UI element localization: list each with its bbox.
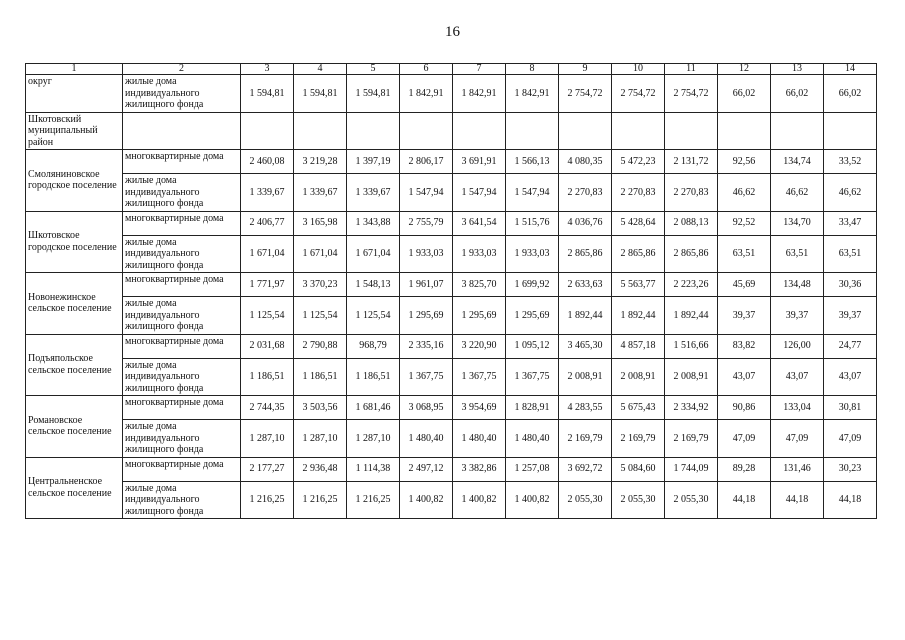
value-cell: 131,46 xyxy=(771,457,824,481)
empty-cell xyxy=(294,112,347,150)
table-row xyxy=(26,235,877,273)
value-cell: 3 465,30 xyxy=(559,334,612,358)
value-cell: 1 397,19 xyxy=(347,150,400,174)
column-number: 9 xyxy=(559,64,612,75)
value-cell: 3 691,91 xyxy=(453,150,506,174)
table-body xyxy=(26,64,877,519)
value-cell: 1 566,13 xyxy=(506,150,559,174)
value-cell: 46,62 xyxy=(771,174,824,212)
value-cell: 3 641,54 xyxy=(453,211,506,235)
value-cell: 3 068,95 xyxy=(400,396,453,420)
value-cell: 1 842,91 xyxy=(506,75,559,113)
value-cell: 1 671,04 xyxy=(347,235,400,273)
value-cell: 3 220,90 xyxy=(453,334,506,358)
value-cell: 2 008,91 xyxy=(612,358,665,396)
value-cell: 1 547,94 xyxy=(506,174,559,212)
value-cell: 1 547,94 xyxy=(453,174,506,212)
value-cell: 44,18 xyxy=(771,481,824,519)
housing-type: жилые дома индивидуального жилищного фонда xyxy=(123,420,241,458)
value-cell: 2 008,91 xyxy=(665,358,718,396)
value-cell: 3 382,86 xyxy=(453,457,506,481)
value-cell: 63,51 xyxy=(718,235,771,273)
value-cell: 3 825,70 xyxy=(453,273,506,297)
value-cell: 92,56 xyxy=(718,150,771,174)
value-cell: 2 790,88 xyxy=(294,334,347,358)
value-cell: 2 088,13 xyxy=(665,211,718,235)
value-cell: 1 594,81 xyxy=(347,75,400,113)
value-cell: 39,37 xyxy=(824,297,877,335)
value-cell: 4 080,35 xyxy=(559,150,612,174)
value-cell: 2 806,17 xyxy=(400,150,453,174)
column-number: 1 xyxy=(26,64,123,75)
value-cell: 1 516,66 xyxy=(665,334,718,358)
housing-type: многоквартирные дома xyxy=(123,211,241,235)
value-cell: 2 744,35 xyxy=(241,396,294,420)
value-cell: 1 257,08 xyxy=(506,457,559,481)
value-cell: 5 563,77 xyxy=(612,273,665,297)
housing-type: жилые дома индивидуального жилищного фонда xyxy=(123,75,241,113)
value-cell: 5 084,60 xyxy=(612,457,665,481)
value-cell: 2 865,86 xyxy=(612,235,665,273)
value-cell: 1 339,67 xyxy=(294,174,347,212)
value-cell: 5 428,64 xyxy=(612,211,665,235)
value-cell: 92,52 xyxy=(718,211,771,235)
value-cell: 1 287,10 xyxy=(347,420,400,458)
value-cell: 1 515,76 xyxy=(506,211,559,235)
value-cell: 1 961,07 xyxy=(400,273,453,297)
empty-cell xyxy=(506,112,559,150)
value-cell: 2 755,79 xyxy=(400,211,453,235)
value-cell: 2 169,79 xyxy=(612,420,665,458)
housing-type: многоквартирные дома xyxy=(123,150,241,174)
empty-cell xyxy=(400,112,453,150)
value-cell: 2 754,72 xyxy=(665,75,718,113)
settlement-name: Подъяпольское сельское поселение xyxy=(26,334,123,396)
value-cell: 4 036,76 xyxy=(559,211,612,235)
value-cell: 43,07 xyxy=(718,358,771,396)
column-number: 2 xyxy=(123,64,241,75)
value-cell: 2 270,83 xyxy=(665,174,718,212)
value-cell: 1 216,25 xyxy=(241,481,294,519)
settlement-name: Центральненское сельское поселение xyxy=(26,457,123,519)
value-cell: 3 370,23 xyxy=(294,273,347,297)
table-row xyxy=(26,457,877,481)
value-cell: 1 892,44 xyxy=(559,297,612,335)
value-cell: 30,36 xyxy=(824,273,877,297)
value-cell: 1 125,54 xyxy=(347,297,400,335)
value-cell: 1 400,82 xyxy=(453,481,506,519)
value-cell: 1 114,38 xyxy=(347,457,400,481)
value-cell: 1 842,91 xyxy=(400,75,453,113)
value-cell: 1 933,03 xyxy=(506,235,559,273)
value-cell: 89,28 xyxy=(718,457,771,481)
value-cell: 1 367,75 xyxy=(506,358,559,396)
value-cell: 1 933,03 xyxy=(400,235,453,273)
column-number: 13 xyxy=(771,64,824,75)
value-cell: 1 339,67 xyxy=(241,174,294,212)
empty-cell xyxy=(347,112,400,150)
value-cell: 1 367,75 xyxy=(400,358,453,396)
value-cell: 3 165,98 xyxy=(294,211,347,235)
column-number: 4 xyxy=(294,64,347,75)
tariff-table xyxy=(25,63,877,519)
value-cell: 1 339,67 xyxy=(347,174,400,212)
value-cell: 3 503,56 xyxy=(294,396,347,420)
empty-cell xyxy=(665,112,718,150)
empty-cell xyxy=(559,112,612,150)
value-cell: 1 186,51 xyxy=(347,358,400,396)
value-cell: 1 594,81 xyxy=(294,75,347,113)
value-cell: 1 186,51 xyxy=(241,358,294,396)
value-cell: 63,51 xyxy=(771,235,824,273)
housing-type: многоквартирные дома xyxy=(123,396,241,420)
column-number: 12 xyxy=(718,64,771,75)
value-cell: 2 633,63 xyxy=(559,273,612,297)
table-row xyxy=(26,273,877,297)
column-number: 5 xyxy=(347,64,400,75)
value-cell: 66,02 xyxy=(771,75,824,113)
value-cell: 2 223,26 xyxy=(665,273,718,297)
column-number: 14 xyxy=(824,64,877,75)
value-cell: 39,37 xyxy=(718,297,771,335)
value-cell: 2 406,77 xyxy=(241,211,294,235)
value-cell: 1 594,81 xyxy=(241,75,294,113)
value-cell: 2 270,83 xyxy=(559,174,612,212)
value-cell: 3 692,72 xyxy=(559,457,612,481)
value-cell: 1 744,09 xyxy=(665,457,718,481)
value-cell: 43,07 xyxy=(824,358,877,396)
housing-type: жилые дома индивидуального жилищного фонда xyxy=(123,481,241,519)
column-number: 8 xyxy=(506,64,559,75)
housing-type: многоквартирные дома xyxy=(123,273,241,297)
value-cell: 5 675,43 xyxy=(612,396,665,420)
value-cell: 83,82 xyxy=(718,334,771,358)
value-cell: 1 480,40 xyxy=(400,420,453,458)
settlement-name: Шкотовское городское поселение xyxy=(26,211,123,273)
value-cell: 2 936,48 xyxy=(294,457,347,481)
value-cell: 2 334,92 xyxy=(665,396,718,420)
value-cell: 1 400,82 xyxy=(400,481,453,519)
empty-cell xyxy=(824,112,877,150)
value-cell: 1 343,88 xyxy=(347,211,400,235)
value-cell: 1 295,69 xyxy=(506,297,559,335)
value-cell: 134,70 xyxy=(771,211,824,235)
value-cell: 2 055,30 xyxy=(612,481,665,519)
value-cell: 1 287,10 xyxy=(241,420,294,458)
value-cell: 2 754,72 xyxy=(612,75,665,113)
value-cell: 133,04 xyxy=(771,396,824,420)
value-cell: 2 008,91 xyxy=(559,358,612,396)
value-cell: 1 681,46 xyxy=(347,396,400,420)
column-number-row xyxy=(26,64,877,75)
value-cell: 1 828,91 xyxy=(506,396,559,420)
value-cell: 1 400,82 xyxy=(506,481,559,519)
value-cell: 1 771,97 xyxy=(241,273,294,297)
empty-cell xyxy=(453,112,506,150)
value-cell: 1 295,69 xyxy=(453,297,506,335)
value-cell: 4 857,18 xyxy=(612,334,665,358)
table-row xyxy=(26,334,877,358)
housing-type: жилые дома индивидуального жилищного фонда xyxy=(123,235,241,273)
value-cell: 39,37 xyxy=(771,297,824,335)
value-cell: 66,02 xyxy=(718,75,771,113)
value-cell: 2 031,68 xyxy=(241,334,294,358)
value-cell: 1 367,75 xyxy=(453,358,506,396)
table-row xyxy=(26,396,877,420)
value-cell: 1 933,03 xyxy=(453,235,506,273)
table-row xyxy=(26,174,877,212)
value-cell: 4 283,55 xyxy=(559,396,612,420)
value-cell: 2 055,30 xyxy=(559,481,612,519)
value-cell: 44,18 xyxy=(824,481,877,519)
value-cell: 30,23 xyxy=(824,457,877,481)
housing-type: жилые дома индивидуального жилищного фонда xyxy=(123,174,241,212)
table-row xyxy=(26,112,877,150)
value-cell: 1 547,94 xyxy=(400,174,453,212)
settlement-name: Смоляниновское городское поселение xyxy=(26,150,123,212)
value-cell: 134,48 xyxy=(771,273,824,297)
value-cell: 134,74 xyxy=(771,150,824,174)
value-cell: 3 954,69 xyxy=(453,396,506,420)
table-row xyxy=(26,150,877,174)
empty-cell xyxy=(718,112,771,150)
value-cell: 1 295,69 xyxy=(400,297,453,335)
value-cell: 47,09 xyxy=(824,420,877,458)
value-cell: 3 219,28 xyxy=(294,150,347,174)
table-row xyxy=(26,358,877,396)
value-cell: 1 186,51 xyxy=(294,358,347,396)
empty-cell xyxy=(771,112,824,150)
value-cell: 43,07 xyxy=(771,358,824,396)
column-number: 10 xyxy=(612,64,665,75)
value-cell: 33,52 xyxy=(824,150,877,174)
value-cell: 90,86 xyxy=(718,396,771,420)
value-cell: 46,62 xyxy=(824,174,877,212)
column-number: 6 xyxy=(400,64,453,75)
value-cell: 47,09 xyxy=(771,420,824,458)
value-cell: 2 460,08 xyxy=(241,150,294,174)
page-number: 16 xyxy=(445,24,460,40)
settlement-name: Новонежинское сельское поселение xyxy=(26,273,123,335)
value-cell: 2 754,72 xyxy=(559,75,612,113)
value-cell: 1 125,54 xyxy=(294,297,347,335)
value-cell: 1 287,10 xyxy=(294,420,347,458)
value-cell: 44,18 xyxy=(718,481,771,519)
district-name: Шкотовский муниципальный район xyxy=(26,112,123,150)
value-cell: 2 169,79 xyxy=(559,420,612,458)
value-cell: 2 335,16 xyxy=(400,334,453,358)
value-cell: 1 842,91 xyxy=(453,75,506,113)
housing-type: многоквартирные дома xyxy=(123,457,241,481)
value-cell: 1 671,04 xyxy=(241,235,294,273)
value-cell: 66,02 xyxy=(824,75,877,113)
value-cell: 968,79 xyxy=(347,334,400,358)
area-name: округ xyxy=(26,75,123,113)
value-cell: 1 216,25 xyxy=(294,481,347,519)
value-cell: 2 865,86 xyxy=(665,235,718,273)
table-row xyxy=(26,481,877,519)
housing-type: жилые дома индивидуального жилищного фонда xyxy=(123,297,241,335)
value-cell: 2 131,72 xyxy=(665,150,718,174)
value-cell: 1 892,44 xyxy=(612,297,665,335)
empty-cell xyxy=(612,112,665,150)
value-cell: 1 095,12 xyxy=(506,334,559,358)
empty-cell xyxy=(241,112,294,150)
value-cell: 126,00 xyxy=(771,334,824,358)
column-number: 7 xyxy=(453,64,506,75)
value-cell: 46,62 xyxy=(718,174,771,212)
value-cell: 2 055,30 xyxy=(665,481,718,519)
value-cell: 47,09 xyxy=(718,420,771,458)
value-cell: 1 480,40 xyxy=(453,420,506,458)
value-cell: 2 865,86 xyxy=(559,235,612,273)
table-row xyxy=(26,211,877,235)
column-number: 3 xyxy=(241,64,294,75)
value-cell: 30,81 xyxy=(824,396,877,420)
value-cell: 2 169,79 xyxy=(665,420,718,458)
value-cell: 2 270,83 xyxy=(612,174,665,212)
empty-cell xyxy=(123,112,241,150)
value-cell: 24,77 xyxy=(824,334,877,358)
value-cell: 45,69 xyxy=(718,273,771,297)
table-row xyxy=(26,75,877,113)
settlement-name: Романовское сельское поселение xyxy=(26,396,123,458)
value-cell: 1 216,25 xyxy=(347,481,400,519)
value-cell: 1 699,92 xyxy=(506,273,559,297)
value-cell: 1 892,44 xyxy=(665,297,718,335)
table-row xyxy=(26,297,877,335)
value-cell: 5 472,23 xyxy=(612,150,665,174)
value-cell: 1 671,04 xyxy=(294,235,347,273)
value-cell: 2 177,27 xyxy=(241,457,294,481)
column-number: 11 xyxy=(665,64,718,75)
housing-type: многоквартирные дома xyxy=(123,334,241,358)
housing-type: жилые дома индивидуального жилищного фонда xyxy=(123,358,241,396)
value-cell: 1 125,54 xyxy=(241,297,294,335)
value-cell: 33,47 xyxy=(824,211,877,235)
value-cell: 2 497,12 xyxy=(400,457,453,481)
value-cell: 1 548,13 xyxy=(347,273,400,297)
table-row xyxy=(26,420,877,458)
value-cell: 1 480,40 xyxy=(506,420,559,458)
value-cell: 63,51 xyxy=(824,235,877,273)
